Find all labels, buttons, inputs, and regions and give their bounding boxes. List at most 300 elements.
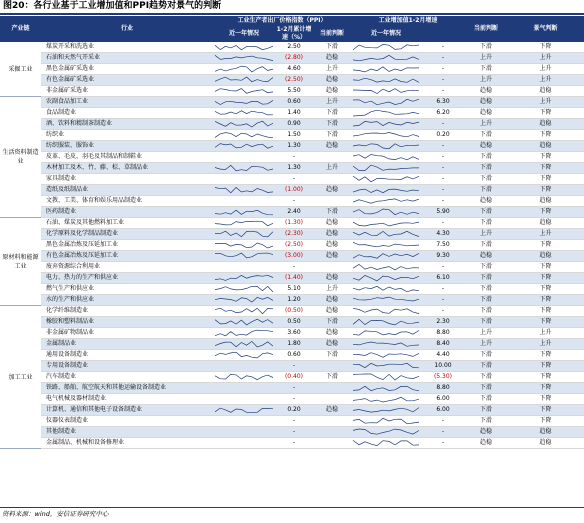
sparkline <box>351 240 421 250</box>
industry-name: 专用设备制造业 <box>41 361 213 372</box>
iva-trend-cell <box>351 196 421 207</box>
ppi-trend-cell <box>213 119 275 130</box>
ppi-growth: (0.40) <box>275 372 313 383</box>
conclusion: 上升 <box>507 53 584 64</box>
iva-growth: - <box>421 416 465 427</box>
header-ppi-trend: 近一年情况 <box>213 26 275 42</box>
iva-judge: 下滑 <box>465 350 507 361</box>
iva-growth: - <box>421 42 465 53</box>
iva-judge: 下滑 <box>465 240 507 251</box>
sparkline <box>213 317 275 327</box>
iva-judge: 下滑 <box>465 218 507 229</box>
sparkline <box>213 350 275 360</box>
iva-trend-cell <box>351 97 421 108</box>
conclusion: 下降 <box>507 273 584 284</box>
table-row <box>0 218 584 229</box>
table-row <box>0 119 584 130</box>
iva-growth: 9.30 <box>421 251 465 262</box>
sparkline <box>213 185 275 195</box>
sparkline <box>351 295 421 305</box>
ppi-growth: (2.50) <box>275 75 313 86</box>
iva-growth: - <box>421 53 465 64</box>
ppi-trend-cell <box>213 86 275 97</box>
ppi-trend-cell <box>213 218 275 229</box>
ppi-growth: 4.60 <box>275 64 313 75</box>
sparkline <box>213 218 275 228</box>
iva-judge: 下滑 <box>465 64 507 75</box>
iva-growth: 6.20 <box>421 108 465 119</box>
ppi-growth: - <box>275 416 313 427</box>
iva-judge: 下滑 <box>465 317 507 328</box>
industry-name: 电气机械及器材制造业 <box>41 394 213 405</box>
industry-name: 纺织服装、服饰业 <box>41 141 213 152</box>
iva-growth: 4.30 <box>421 229 465 240</box>
header-ppi-group: 工业生产者出厂价格指数（PPI） <box>213 16 351 26</box>
ppi-trend-cell <box>213 262 275 273</box>
table-row <box>0 262 584 273</box>
iva-judge: 上升 <box>465 75 507 86</box>
sparkline <box>213 64 275 74</box>
iva-judge: 趋稳 <box>465 97 507 108</box>
iva-judge: 下滑 <box>465 207 507 218</box>
iva-judge: 趋稳 <box>465 141 507 152</box>
chain-label: 生活资料制造业 <box>0 97 41 218</box>
iva-growth: 8.80 <box>421 328 465 339</box>
table-body <box>0 42 584 449</box>
ppi-growth: 0.90 <box>275 119 313 130</box>
table-row <box>0 141 584 152</box>
sparkline <box>213 42 275 52</box>
iva-trend-cell <box>351 251 421 262</box>
iva-trend-cell <box>351 229 421 240</box>
ppi-growth: (0.50) <box>275 306 313 317</box>
ppi-trend-cell <box>213 438 275 449</box>
iva-trend-cell <box>351 207 421 218</box>
industry-name: 化学纤维制造业 <box>41 306 213 317</box>
ppi-judge: 趋稳 <box>313 273 351 284</box>
ppi-trend-cell <box>213 53 275 64</box>
iva-growth: 6.00 <box>421 405 465 416</box>
iva-growth: - <box>421 284 465 295</box>
table-row <box>0 339 584 350</box>
ppi-growth: 1.80 <box>275 339 313 350</box>
conclusion: 趋稳 <box>507 141 584 152</box>
iva-growth: - <box>421 141 465 152</box>
iva-growth: - <box>421 119 465 130</box>
iva-judge: 下滑 <box>465 174 507 185</box>
ppi-growth: 1.20 <box>275 295 313 306</box>
sparkline <box>351 141 421 151</box>
table-row <box>0 383 584 394</box>
iva-growth: - <box>421 64 465 75</box>
industry-name: 有色金属矿采选业 <box>41 75 213 86</box>
iva-trend-cell <box>351 42 421 53</box>
industry-name: 化学原料及化学制品制造业 <box>41 229 213 240</box>
iva-trend-cell <box>351 372 421 383</box>
conclusion: 下降 <box>507 383 584 394</box>
table-row <box>0 317 584 328</box>
conclusion: 上升 <box>507 75 584 86</box>
sparkline <box>351 438 421 448</box>
iva-judge: 下滑 <box>465 383 507 394</box>
sparkline <box>213 229 275 239</box>
conclusion: 趋稳 <box>507 86 584 97</box>
header-conclusion: 景气判断 <box>507 16 584 42</box>
ppi-judge: 趋稳 <box>313 141 351 152</box>
iva-judge: 下滑 <box>465 295 507 306</box>
ppi-trend-cell <box>213 317 275 328</box>
conclusion: 上升 <box>507 339 584 350</box>
industry-name: 金属制品、机械和设备修理业 <box>41 438 213 449</box>
ppi-judge: 趋稳 <box>313 75 351 86</box>
ppi-growth: - <box>275 438 313 449</box>
conclusion: 下降 <box>507 394 584 405</box>
ppi-growth: - <box>275 152 313 163</box>
iva-growth: 6.10 <box>421 273 465 284</box>
ppi-growth: (2.30) <box>275 229 313 240</box>
sparkline <box>351 86 421 96</box>
iva-judge: 下滑 <box>465 152 507 163</box>
sparkline <box>351 427 421 437</box>
sparkline <box>351 163 421 173</box>
sparkline <box>213 284 275 294</box>
table-row <box>0 86 584 97</box>
ppi-growth: - <box>275 394 313 405</box>
ppi-trend-cell <box>213 416 275 427</box>
industry-name: 家具制造业 <box>41 174 213 185</box>
iva-judge: 上升 <box>465 119 507 130</box>
sparkline <box>213 163 275 173</box>
table-row <box>0 108 584 119</box>
ppi-judge <box>313 416 351 427</box>
conclusion: 下降 <box>507 262 584 273</box>
iva-judge: 上升 <box>465 53 507 64</box>
source-note: 资料来源：wind，安信证券研究中心 <box>2 510 109 518</box>
ppi-growth: (2.50) <box>275 240 313 251</box>
iva-growth: - <box>421 218 465 229</box>
iva-growth: - <box>421 306 465 317</box>
ppi-judge <box>313 394 351 405</box>
iva-trend-cell <box>351 130 421 141</box>
iva-trend-cell <box>351 427 421 438</box>
sparkline <box>351 108 421 118</box>
table-row <box>0 416 584 427</box>
ppi-judge: 下滑 <box>313 207 351 218</box>
iva-judge: 上升 <box>465 339 507 350</box>
ppi-judge: 上升 <box>313 64 351 75</box>
conclusion: 下降 <box>507 163 584 174</box>
industry-name: 水的生产和供应业 <box>41 295 213 306</box>
table-row <box>0 42 584 53</box>
header-iva-growth <box>421 26 465 42</box>
ppi-trend-cell <box>213 273 275 284</box>
ppi-growth: (3.00) <box>275 251 313 262</box>
table-row <box>0 438 584 449</box>
sparkline <box>351 361 421 371</box>
ppi-judge: 上升 <box>313 284 351 295</box>
industry-name: 医药制造业 <box>41 207 213 218</box>
conclusion: 趋稳 <box>507 196 584 207</box>
ppi-trend-cell <box>213 64 275 75</box>
iva-growth: - <box>421 438 465 449</box>
table-row <box>0 152 584 163</box>
sparkline <box>213 130 275 140</box>
table-row <box>0 174 584 185</box>
iva-judge: 下滑 <box>465 163 507 174</box>
iva-judge: 下滑 <box>465 284 507 295</box>
header-industry: 行业 <box>41 16 213 42</box>
table-row <box>0 97 584 108</box>
ppi-trend-cell <box>213 130 275 141</box>
table-row <box>0 163 584 174</box>
iva-trend-cell <box>351 317 421 328</box>
ppi-judge <box>313 438 351 449</box>
table-row <box>0 394 584 405</box>
chain-label: 原材料和能源工业 <box>0 218 41 306</box>
sparkline <box>213 405 275 415</box>
ppi-growth: - <box>275 383 313 394</box>
iva-growth: - <box>421 196 465 207</box>
table-row <box>0 405 584 416</box>
iva-growth: 2.30 <box>421 317 465 328</box>
table-row <box>0 207 584 218</box>
sparkline <box>351 174 421 184</box>
industry-name: 黑色金属冶炼及压延加工业 <box>41 240 213 251</box>
iva-growth: 7.50 <box>421 240 465 251</box>
ppi-growth: (1.40) <box>275 273 313 284</box>
industry-name: 铁路、船舶、航空航天和其他运输设备制造业 <box>41 383 213 394</box>
iva-growth: 0.20 <box>421 130 465 141</box>
iva-growth: - <box>421 262 465 273</box>
sparkline <box>213 207 275 217</box>
title-rule <box>0 13 584 15</box>
table-row <box>0 284 584 295</box>
sparkline <box>351 372 421 382</box>
sparkline <box>351 317 421 327</box>
sparkline <box>213 75 275 85</box>
iva-judge: 上升 <box>465 328 507 339</box>
table-row <box>0 372 584 383</box>
iva-growth: - <box>421 295 465 306</box>
table-row <box>0 350 584 361</box>
table-row <box>0 427 584 438</box>
table-row <box>0 130 584 141</box>
ppi-growth: 0.60 <box>275 97 313 108</box>
industry-name: 计算机、通信和其他电子设备制造业 <box>41 405 213 416</box>
iva-growth: - <box>421 174 465 185</box>
ppi-trend-cell <box>213 97 275 108</box>
iva-judge: 趋稳 <box>465 86 507 97</box>
sparkline <box>351 273 421 283</box>
ppi-judge: 下滑 <box>313 350 351 361</box>
ppi-trend-cell <box>213 295 275 306</box>
ppi-judge: 趋稳 <box>313 295 351 306</box>
iva-growth: - <box>421 163 465 174</box>
conclusion: 下降 <box>507 185 584 196</box>
chain-label: 采掘工业 <box>0 42 41 97</box>
sparkline <box>351 383 421 393</box>
iva-judge: 下滑 <box>465 394 507 405</box>
industry-name: 非金属矿物制品业 <box>41 328 213 339</box>
table-row <box>0 306 584 317</box>
ppi-judge: 下滑 <box>313 130 351 141</box>
conclusion: 下降 <box>507 372 584 383</box>
ppi-growth: 0.50 <box>275 317 313 328</box>
iva-trend-cell <box>351 152 421 163</box>
iva-trend-cell <box>351 383 421 394</box>
ppi-trend-cell <box>213 152 275 163</box>
iva-judge: 上升 <box>465 229 507 240</box>
iva-trend-cell <box>351 185 421 196</box>
conclusion: 下降 <box>507 130 584 141</box>
ppi-judge: 趋稳 <box>313 229 351 240</box>
conclusion: 下降 <box>507 306 584 317</box>
iva-trend-cell <box>351 174 421 185</box>
sparkline <box>351 53 421 63</box>
table-row <box>0 75 584 86</box>
conclusion: 下降 <box>507 284 584 295</box>
conclusion: 下降 <box>507 350 584 361</box>
industry-name: 黑色金属矿采选业 <box>41 64 213 75</box>
ppi-growth: (1.30) <box>275 218 313 229</box>
industry-name: 造纸及纸制品业 <box>41 185 213 196</box>
ppi-trend-cell <box>213 350 275 361</box>
ppi-trend-cell <box>213 185 275 196</box>
iva-judge: 下滑 <box>465 405 507 416</box>
table-row <box>0 53 584 64</box>
industry-name: 橡胶和塑料制品业 <box>41 317 213 328</box>
ppi-judge: 趋稳 <box>313 405 351 416</box>
iva-growth: 8.80 <box>421 383 465 394</box>
iva-growth: - <box>421 185 465 196</box>
sparkline <box>213 328 275 338</box>
conclusion: 下降 <box>507 361 584 372</box>
ppi-judge: 下滑 <box>313 317 351 328</box>
iva-trend-cell <box>351 108 421 119</box>
sparkline <box>351 229 421 239</box>
conclusion: 下降 <box>507 416 584 427</box>
iva-trend-cell <box>351 328 421 339</box>
sparkline <box>351 152 421 162</box>
iva-trend-cell <box>351 284 421 295</box>
ppi-growth: (2.80) <box>275 53 313 64</box>
sparkline <box>351 251 421 261</box>
sparkline <box>213 295 275 305</box>
ppi-judge: 趋稳 <box>313 306 351 317</box>
figure-title: 图20：各行业基于工业增加值和PPI趋势对景气的判断 <box>0 0 584 13</box>
ppi-judge: 趋稳 <box>313 53 351 64</box>
source-rule <box>0 507 584 508</box>
ppi-trend-cell <box>213 108 275 119</box>
chain-label: 加工工业 <box>0 306 41 449</box>
industry-name: 有色金属冶炼及压延加工业 <box>41 251 213 262</box>
ppi-growth: 1.30 <box>275 141 313 152</box>
conclusion: 下降 <box>507 405 584 416</box>
ppi-judge: 下滑 <box>313 119 351 130</box>
iva-judge: 下滑 <box>465 42 507 53</box>
sparkline <box>213 251 275 261</box>
iva-judge: 下滑 <box>465 273 507 284</box>
sparkline <box>351 97 421 107</box>
iva-judge: 趋稳 <box>465 438 507 449</box>
ppi-judge <box>313 427 351 438</box>
ppi-judge <box>313 152 351 163</box>
sparkline <box>213 97 275 107</box>
ppi-growth: 1.30 <box>275 163 313 174</box>
industry-name: 废弃资源综合利用业 <box>41 262 213 273</box>
ppi-growth: 5.10 <box>275 284 313 295</box>
iva-trend-cell <box>351 240 421 251</box>
iva-growth: 6.00 <box>421 394 465 405</box>
conclusion: 上升 <box>507 97 584 108</box>
table-row <box>0 328 584 339</box>
sparkline <box>351 218 421 228</box>
header-iva-trend: 近一年情况 <box>351 26 421 42</box>
ppi-trend-cell <box>213 383 275 394</box>
iva-trend-cell <box>351 218 421 229</box>
conclusion: 下降 <box>507 152 584 163</box>
ppi-trend-cell <box>213 196 275 207</box>
industry-name: 通用设备制造业 <box>41 350 213 361</box>
header-ppi-growth: 1-2月累计增速（%） <box>276 26 312 41</box>
ppi-judge <box>313 262 351 273</box>
industry-name: 农副食品加工业 <box>41 97 213 108</box>
ppi-judge: 下滑 <box>313 42 351 53</box>
iva-growth: 6.30 <box>421 97 465 108</box>
sparkline <box>351 42 421 52</box>
iva-trend-cell <box>351 119 421 130</box>
conclusion: 趋稳 <box>507 438 584 449</box>
industry-name: 其他制造业 <box>41 427 213 438</box>
ppi-trend-cell <box>213 141 275 152</box>
ppi-growth: - <box>275 427 313 438</box>
ppi-judge: 趋稳 <box>313 240 351 251</box>
ppi-judge <box>313 361 351 372</box>
sparkline <box>351 130 421 140</box>
iva-judge: 下滑 <box>465 185 507 196</box>
header-iva-group: 工业增加值1-2月增速 <box>351 16 465 26</box>
industry-name: 汽车制造业 <box>41 372 213 383</box>
ppi-judge <box>313 174 351 185</box>
iva-growth: - <box>421 75 465 86</box>
conclusion: 下降 <box>507 240 584 251</box>
conclusion: 下降 <box>507 42 584 53</box>
industry-name: 皮革、毛皮、羽毛及其制品和制鞋业 <box>41 152 213 163</box>
iva-judge: 下滑 <box>465 130 507 141</box>
sparkline <box>351 284 421 294</box>
conclusion: 上升 <box>507 229 584 240</box>
sparkline <box>213 141 275 151</box>
conclusion: 趋稳 <box>507 251 584 262</box>
header-iva-judge: 当前判断 <box>465 16 507 42</box>
ppi-growth: (1.00) <box>275 185 313 196</box>
header-ppi-judge: 当前判断 <box>313 26 351 42</box>
iva-trend-cell <box>351 163 421 174</box>
industry-name: 文教、工美、体育和娱乐用品制造业 <box>41 196 213 207</box>
iva-trend-cell <box>351 306 421 317</box>
sparkline <box>213 372 275 382</box>
sparkline <box>351 306 421 316</box>
sparkline <box>351 405 421 415</box>
iva-growth: - <box>421 427 465 438</box>
iva-trend-cell <box>351 339 421 350</box>
ppi-trend-cell <box>213 394 275 405</box>
iva-judge: 趋稳 <box>465 427 507 438</box>
ppi-trend-cell <box>213 163 275 174</box>
sparkline <box>351 64 421 74</box>
sparkline <box>213 119 275 129</box>
iva-trend-cell <box>351 75 421 86</box>
